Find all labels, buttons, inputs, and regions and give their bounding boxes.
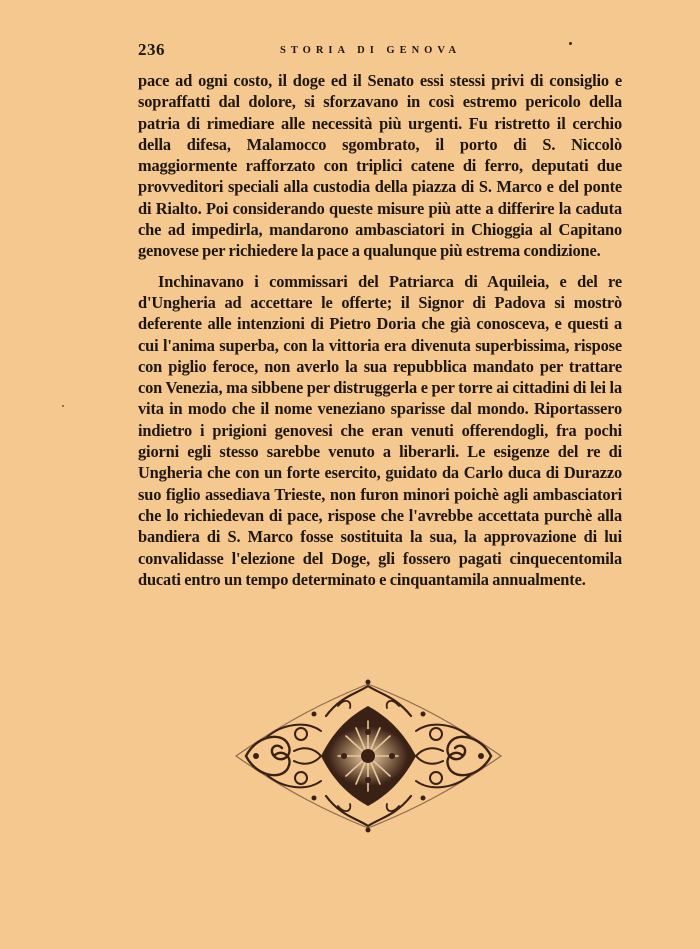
page-header bbox=[138, 40, 618, 64]
floral-tailpiece-ornament-icon bbox=[226, 676, 511, 836]
paragraph-2: Inchinavano i commissari del Patriarca di Aquileia, e del re d'Ungheria ad accettare le offerte; il Signor di Padova si mostrò deferente alle intenzioni di Pietro Doria che già conosceva, e questi a cui l'anima superba, con la vittoria era divenuta superbissima, rispose con piglio feroce, non averlo la sua repubblica mandato per trattare con Venezia, ma sibbene per distruggerla e per torre ai cittadini di lei la vita in modo che il nome veneziano sparisse dal mondo. Riportassero indietro i prigioni genovesi che eran venuti offerendogli, fra pochi giorni egli stesso sarebbe venuto a liberarli. Le esigenze del re di Ungheria che con un forte esercito, guidato da Carlo duca di Durazzo suo figlio assediava Trieste, non furon minori poichè agli ambasciatori che lo richiedevan di pace, rispose che l'avrebbe accettata purchè alla bandiera di S. Marco fosse sostituita la sua, la approvazione di lui convalidasse l'elezione del Doge, gli fossero pagati cinquecentomila ducati entro un tempo determinato e cinquantamila annualmente. bbox=[138, 271, 622, 589]
body-text bbox=[138, 70, 622, 590]
running-title: STORIA DI GENOVA bbox=[280, 45, 462, 56]
margin-speck bbox=[62, 405, 64, 407]
ink-speck bbox=[569, 42, 572, 45]
page-number: 236 bbox=[138, 40, 165, 59]
paragraph-1: pace ad ogni costo, il doge ed il Senato essi stessi privi di consiglio e sopraffatti dal dolore, si sforzavano in così estremo pericolo della patria di rimediare alle necessità più urgenti. Fu ristretto il cerchio della difesa, Malamocco sgombrato, il porto di S. Niccolò maggiormente rafforzato con triplici catene di ferro, deputati due provveditori speciali alla custodia della piazza di S. Marco e del ponte di Rialto. Poi considerando queste misure più atte a differire la caduta che ad impedirla, mandarono ambasciatori in Chioggia al Capitano genovese per richiedere la pace a qualunque più estrema condizione. bbox=[138, 71, 622, 261]
